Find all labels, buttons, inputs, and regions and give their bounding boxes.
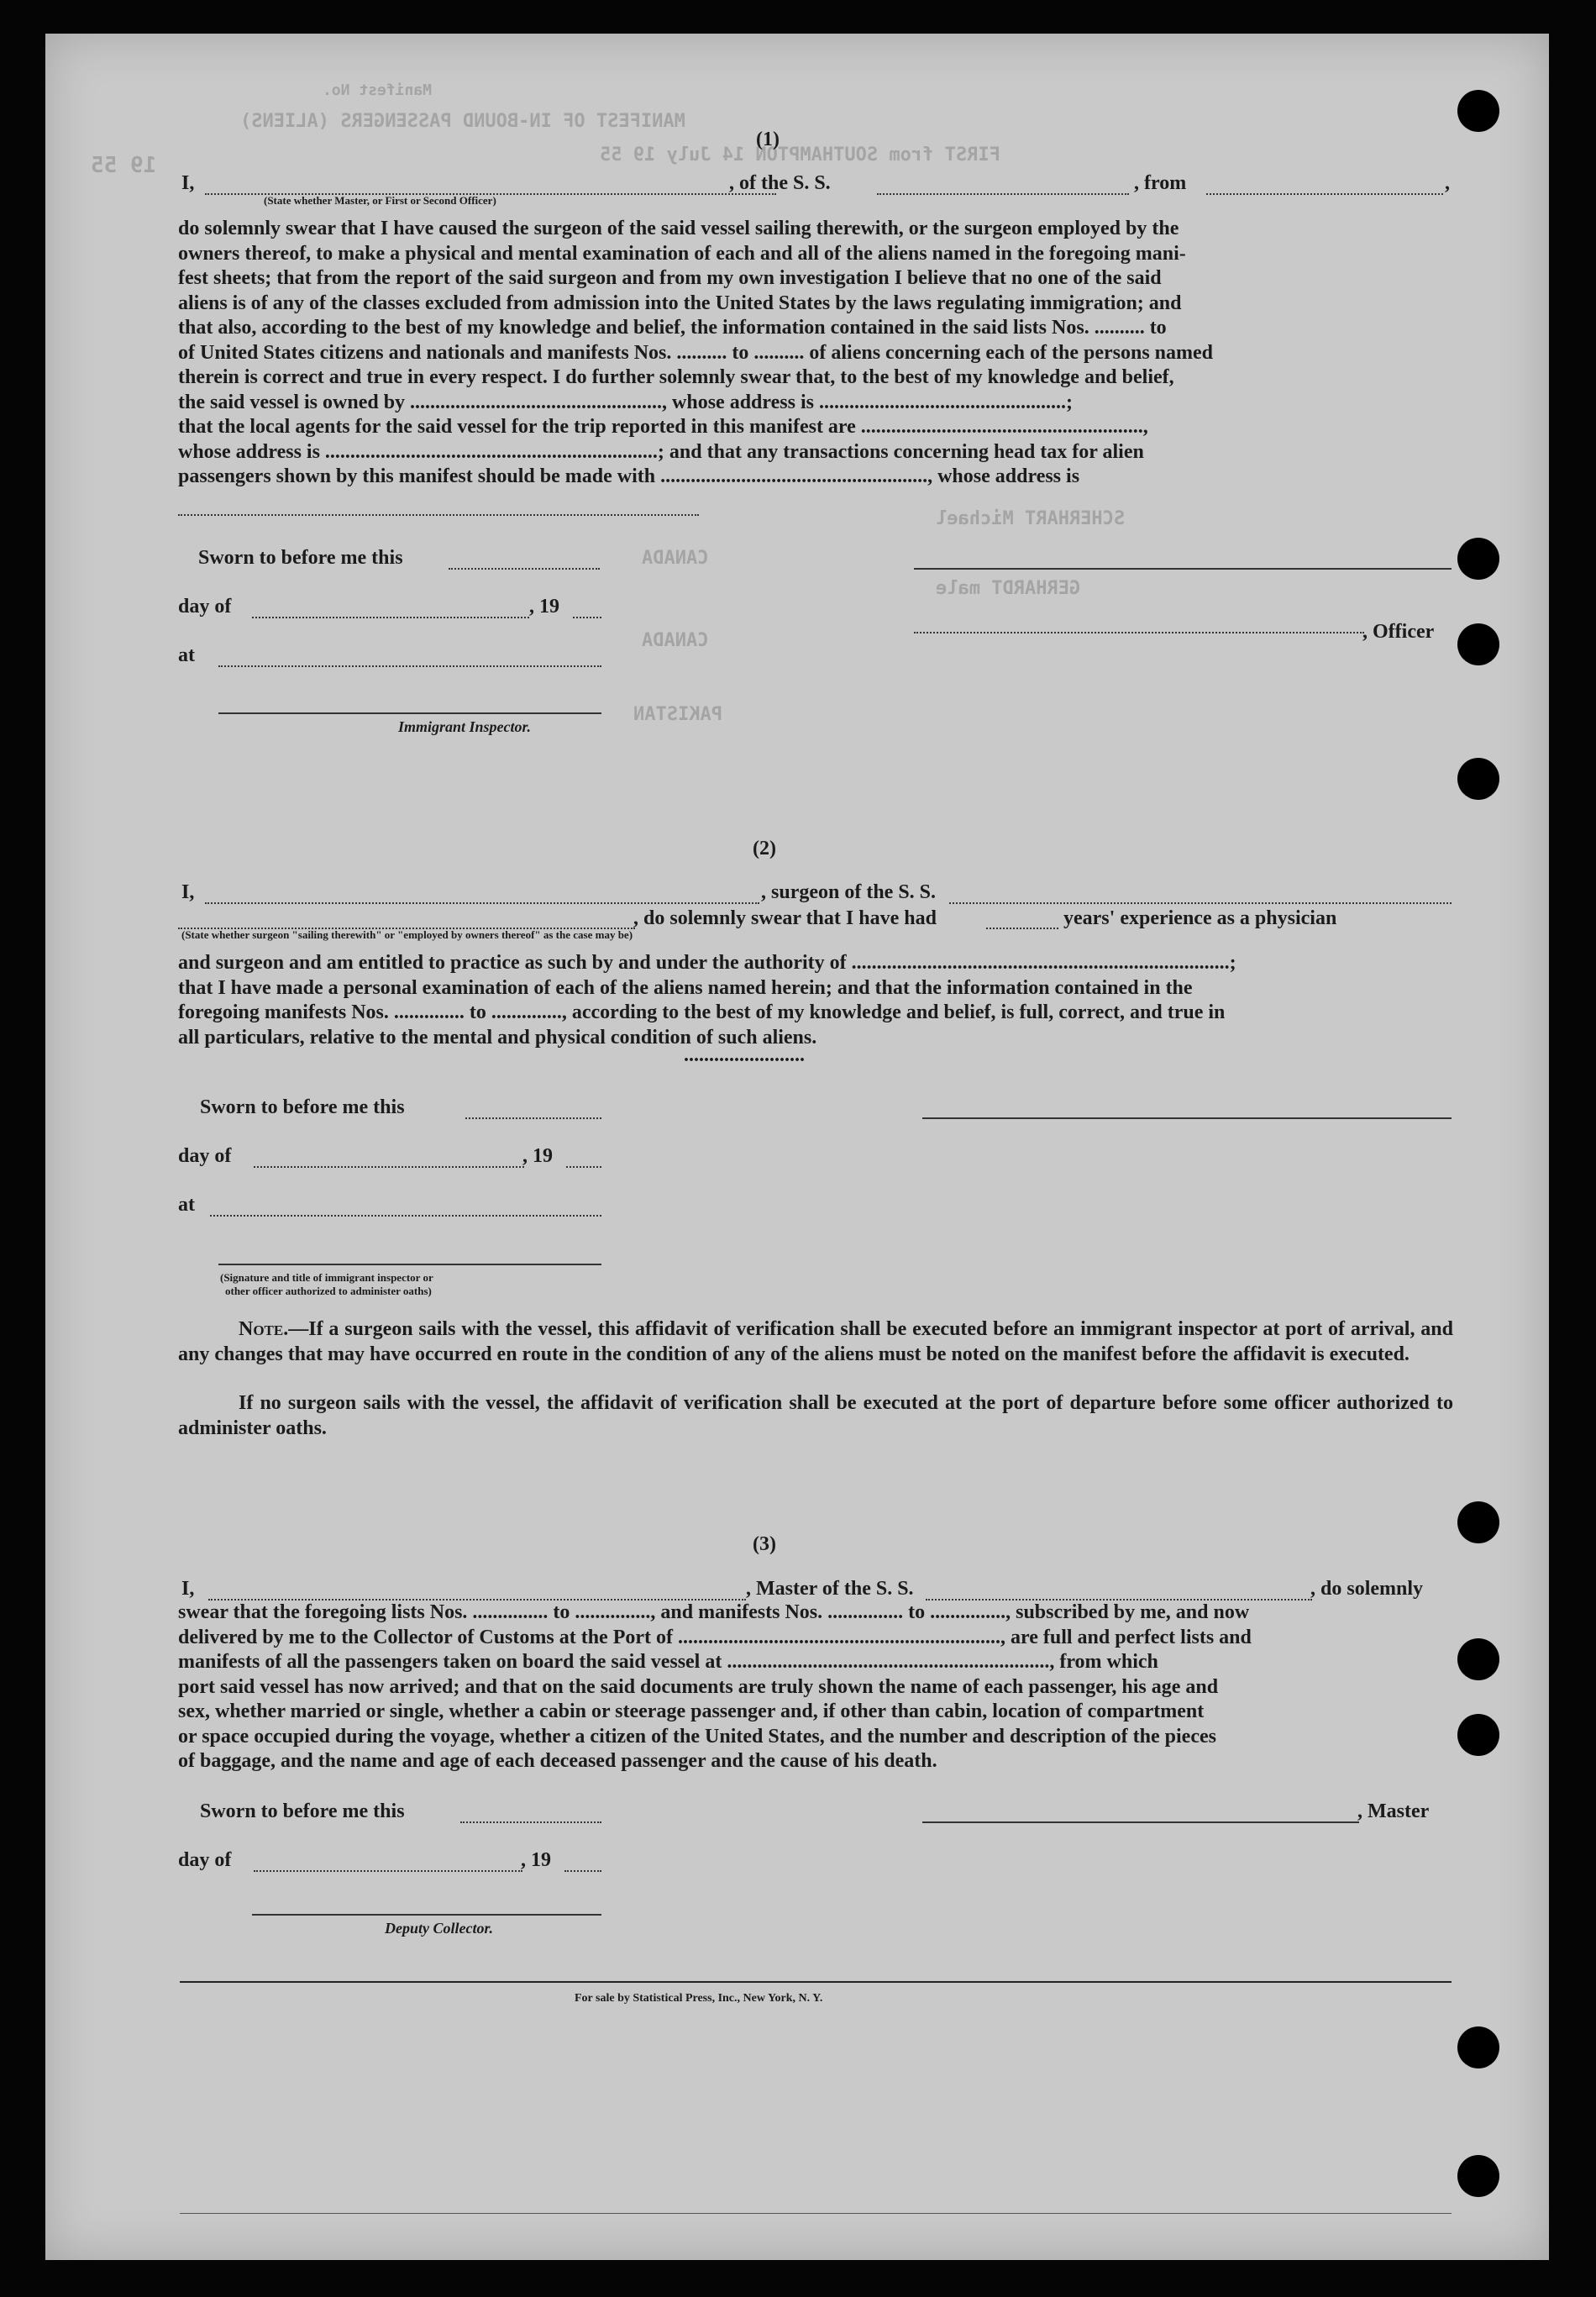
section-3-i: I,: [181, 1578, 195, 1600]
oath-line: port said vessel has now arrived; and that on the said documents are truly shown the name of each passenger, his age and: [178, 1675, 1219, 1698]
years-experience-field[interactable]: [986, 928, 1058, 929]
oath-line: sex, whether married or single, whether a cabin or steerage passenger and, if other than cabin, location of compartment: [178, 1700, 1205, 1722]
bleed-through-text: GERHARDT male: [936, 578, 1081, 599]
punch-hole: [1457, 623, 1499, 665]
surgeon-signature-line[interactable]: [922, 1117, 1452, 1119]
at-place-field[interactable]: [218, 665, 601, 667]
section-1-i: I,: [181, 172, 195, 194]
bleed-through-text: CANADA: [642, 548, 709, 569]
surgeon-name-field[interactable]: [205, 902, 759, 904]
oath-line: that also, according to the best of my knowledge and belief, the information contained in the said lists Nos. .......... to: [178, 317, 1167, 339]
sworn-date-field[interactable]: [460, 1821, 601, 1823]
footer-edge-rule: [180, 2213, 1452, 2214]
vessel-name-field[interactable]: [877, 193, 1129, 195]
surgeon-of-label: , surgeon of the S. S.: [761, 881, 937, 903]
signature-caption-line-2: other officer authorized to administer oaths): [225, 1285, 432, 1297]
note-label: Note.: [239, 1318, 289, 1340]
sworn-date-field[interactable]: [449, 568, 600, 570]
officer-label: , Officer: [1362, 621, 1435, 643]
oath-line: do solemnly swear that I have caused the surgeon of the said vessel sailing therewith, or the surgeon employed by the: [178, 218, 1179, 239]
section-2-oath-paragraph: [178, 951, 1453, 1050]
punch-hole: [1457, 90, 1499, 132]
of-the-ss-label: , of the S. S.: [729, 172, 831, 194]
day-of-label: day of: [178, 1145, 232, 1167]
signature-caption-line-1: (Signature and title of immigrant inspector or: [220, 1271, 433, 1284]
oath-line: aliens is of any of the classes excluded from admission into the United States by the laws regulating immigration; and: [178, 292, 1182, 314]
master-of-label: , Master of the S. S.: [746, 1578, 914, 1600]
year-prefix: , 19: [521, 1849, 551, 1871]
printer-imprint: For sale by Statistical Press, Inc., New York, N. Y.: [575, 1992, 823, 2005]
year-prefix: , 19: [522, 1145, 553, 1167]
bleed-through-text: CANADA: [642, 630, 709, 651]
surgeon-status-caption: (State whether surgeon "sailing therewith" or "employed by owners thereof" as the case may be): [181, 928, 633, 941]
officer-signature-line-2[interactable]: [914, 632, 1364, 633]
officer-rank-caption: (State whether Master, or First or Second Officer): [264, 194, 496, 207]
punch-hole: [1457, 2155, 1499, 2197]
punch-hole: [1457, 1714, 1499, 1756]
section-2-i: I,: [181, 881, 195, 903]
from-label: , from: [1134, 172, 1187, 194]
oath-line: whose address is ..................................................................; and that any transactions concerning head tax for alien: [178, 440, 1144, 463]
oath-line: that I have made a personal examination of each of the aliens named herein; and that the information contained in the: [178, 976, 1193, 999]
day-month-field[interactable]: [252, 617, 529, 618]
punch-hole: [1457, 2026, 1499, 2068]
section-1-heading: (1): [756, 129, 780, 150]
years-experience-label: years' experience as a physician: [1063, 907, 1337, 929]
bleed-through-text: MANIFEST OF IN-BOUND PASSENGERS (ALIENS): [240, 111, 685, 132]
surgeon-note: [178, 1317, 1453, 1367]
sworn-date-field[interactable]: [465, 1117, 601, 1119]
oath-line: that the local agents for the said vessel for the trip reported in this manifest are ........................................................,: [178, 416, 1148, 438]
sworn-label: Sworn to before me this: [200, 1096, 405, 1118]
deputy-collector-caption: Deputy Collector.: [385, 1920, 493, 1937]
at-label: at: [178, 644, 195, 666]
bleed-through-text: Manifest No.: [323, 81, 433, 99]
note-text: —If a surgeon sails with the vessel, this affidavit of verification shall be executed before an immigrant inspector at port of arrival, and any changes that may have occurred en route in the condition of any of the aliens must be noted on the manifest before the affidavit is executed.: [178, 1318, 1453, 1365]
master-signature-line[interactable]: [922, 1821, 1359, 1823]
punch-hole: [1457, 758, 1499, 800]
oath-line: all particulars, relative to the mental and physical condition of such aliens.: [178, 1026, 817, 1049]
inspector-signature-line[interactable]: [218, 1264, 601, 1265]
master-label: , Master: [1357, 1800, 1430, 1822]
oath-line: swear that the foregoing lists Nos. ............... to ..............., and manifests Nos. ............... to ..............., subscribed by me, and now: [178, 1601, 1250, 1623]
immigrant-inspector-caption: Immigrant Inspector.: [398, 718, 532, 735]
oath-line: and surgeon and am entitled to practice as such by and under the authority of ...........................................................................;: [178, 952, 1236, 974]
punch-hole: [1457, 1638, 1499, 1680]
punch-hole: [1457, 538, 1499, 580]
manifest-back-page: [45, 34, 1549, 2260]
from-port-field[interactable]: [1206, 193, 1443, 195]
oath-line: owners thereof, to make a physical and mental examination of each and all of the aliens named in the foregoing mani-: [178, 242, 1186, 265]
year-prefix: , 19: [529, 596, 559, 618]
oath-line: of baggage, and the name and age of each deceased passenger and the cause of his death.: [178, 1750, 937, 1772]
sworn-label: Sworn to before me this: [198, 547, 403, 569]
oath-line: passengers shown by this manifest should be made with ....................................................., whose address is: [178, 465, 1080, 487]
bleed-through-text: FIRST from SOUTHAMPTON 14 July 19 55: [600, 145, 1000, 166]
day-of-label: day of: [178, 596, 232, 618]
day-month-field[interactable]: [254, 1870, 522, 1872]
year-field[interactable]: [566, 1166, 601, 1168]
bleed-through-text: PAKISTAN: [633, 704, 722, 725]
year-field[interactable]: [573, 617, 601, 618]
section-3-heading: (3): [753, 1533, 776, 1555]
surgeon-note-2: If no surgeon sails with the vessel, the affidavit of verification shall be executed at the port of departure before some officer authorized to administer oaths.: [178, 1392, 1453, 1439]
oath-line: or space occupied during the voyage, whether a citizen of the United States, and the number and description of the pieces: [178, 1725, 1216, 1748]
at-place-field[interactable]: [210, 1215, 601, 1217]
oath-line: of United States citizens and nationals and manifests Nos. .......... to .......... of aliens concerning each of the persons named: [178, 341, 1214, 364]
section-2-heading: (2): [753, 838, 776, 859]
head-tax-address-field[interactable]: [178, 514, 699, 516]
oath-line: the said vessel is owned by .................................................., whose address is .................................................;: [178, 391, 1073, 413]
officer-signature-line-1[interactable]: [914, 568, 1452, 570]
oath-line: manifests of all the passengers taken on board the said vessel at ................................................................, from which: [178, 1651, 1158, 1673]
do-solemnly-label: , do solemnly: [1310, 1578, 1424, 1600]
surgeon-vessel-field[interactable]: [949, 902, 1452, 904]
deputy-signature-line[interactable]: [252, 1914, 601, 1916]
year-field[interactable]: [564, 1870, 601, 1872]
section-1-oath-paragraph: [178, 217, 1453, 490]
footer-rule: [180, 1981, 1452, 1983]
section-3-oath-paragraph: [178, 1601, 1453, 1774]
from-comma: ,: [1445, 172, 1450, 194]
day-of-label: day of: [178, 1849, 232, 1871]
oath-line: delivered by me to the Collector of Customs at the Port of ................................................................, are full and perfect lists and: [178, 1626, 1252, 1648]
inspector-signature-line[interactable]: [218, 712, 601, 714]
do-solemnly-swear-label: , do solemnly swear that I have had: [633, 907, 937, 929]
oath-line: foregoing manifests Nos. .............. to .............., according to the best of my knowledge and belief, is full, correct, and true in: [178, 1001, 1226, 1023]
at-label: at: [178, 1194, 195, 1216]
oath-line: therein is correct and true in every respect. I do further solemnly swear that, to the best of my knowledge and belief,: [178, 366, 1174, 388]
section-2-dots: ........................: [684, 1044, 805, 1066]
punch-hole: [1457, 1501, 1499, 1543]
sworn-label: Sworn to before me this: [200, 1800, 405, 1822]
bleed-through-text: 19 55: [91, 153, 157, 178]
bleed-through-text: SCHERHART Michael: [936, 508, 1126, 529]
oath-line: fest sheets; that from the report of the said surgeon and from my own investigation I believe that no one of the said: [178, 267, 1162, 289]
day-month-field[interactable]: [254, 1166, 524, 1168]
